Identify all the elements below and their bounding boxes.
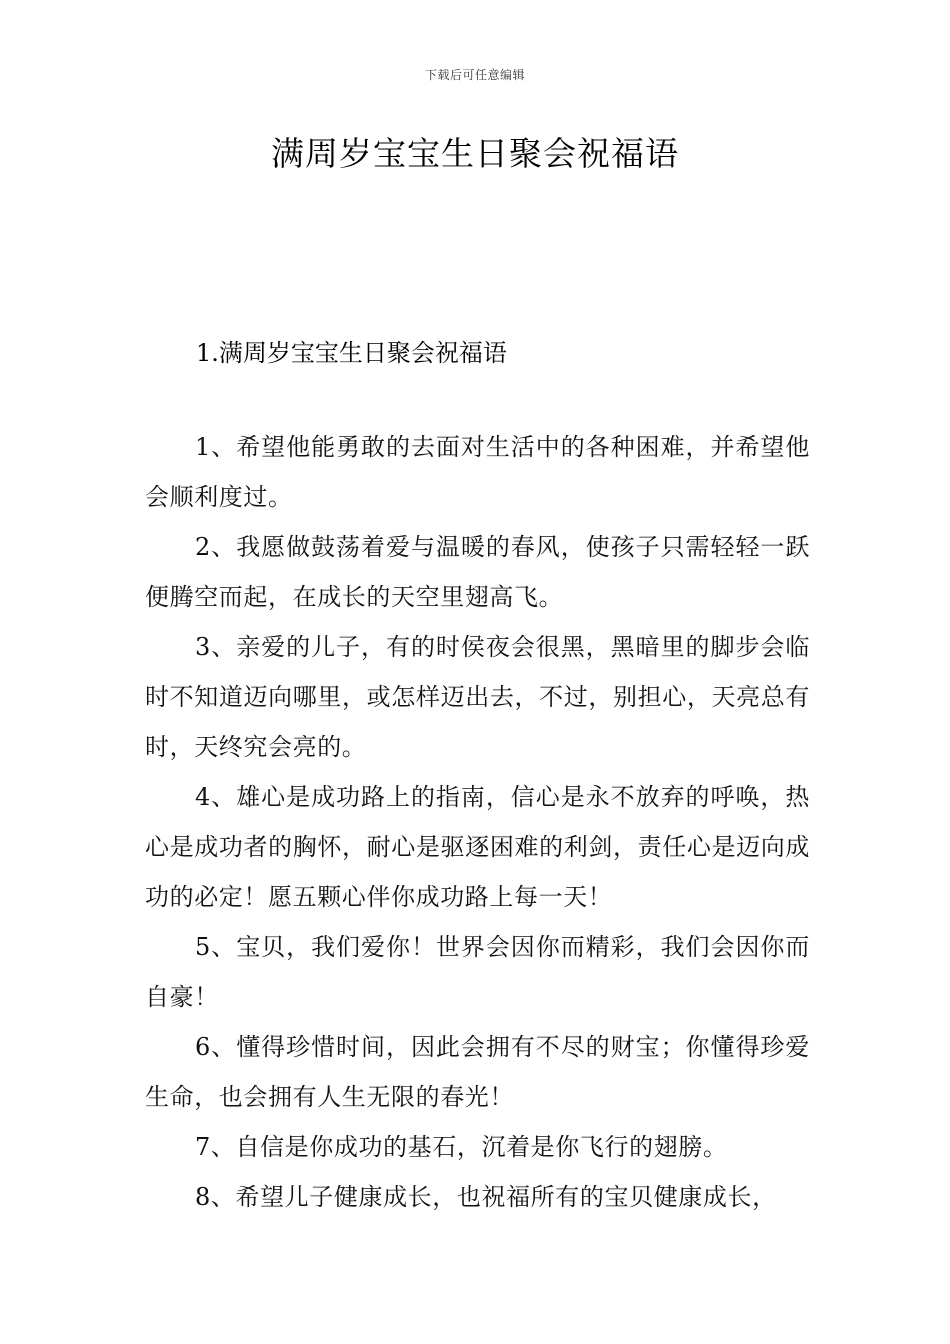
paragraph-1: 1、希望他能勇敢的去面对生活中的各种困难，并希望他会顺利度过。 (145, 433, 810, 511)
header-note: 下载后可任意编辑 (424, 68, 525, 82)
paragraph-4: 4、雄心是成功路上的指南，信心是永不放弃的呼唤，热心是成功者的胸怀，耐心是驱逐困难的利剑，责任心是迈向成功的必定！愿五颗心伴你成功路上每一天！ (145, 783, 810, 911)
document-body (145, 422, 810, 1222)
paragraph-5: 5、宝贝，我们爱你！世界会因你而精彩，我们会因你而自豪！ (145, 933, 810, 1011)
paragraph-6: 6、懂得珍惜时间，因此会拥有不尽的财宝；你懂得珍爱生命，也会拥有人生无限的春光！ (145, 1033, 810, 1111)
paragraph-7: 7、自信是你成功的基石，沉着是你飞行的翅膀。 (195, 1133, 728, 1161)
document-title: 满周岁宝宝生日聚会祝福语 (271, 134, 679, 173)
paragraph-3: 3、亲爱的儿子，有的时侯夜会很黑，黑暗里的脚步会临时不知道迈向哪里，或怎样迈出去，不过，别担心，天亮总有时，天终究会亮的。 (145, 633, 810, 761)
paragraph-2: 2、我愿做鼓荡着爱与温暖的春风，使孩子只需轻轻一跃便腾空而起，在成长的天空里翅高飞。 (145, 533, 810, 611)
section-heading: 1.满周岁宝宝生日聚会祝福语 (196, 339, 507, 367)
paragraph-8: 8、希望儿子健康成长，也祝福所有的宝贝健康成长， (195, 1183, 777, 1211)
